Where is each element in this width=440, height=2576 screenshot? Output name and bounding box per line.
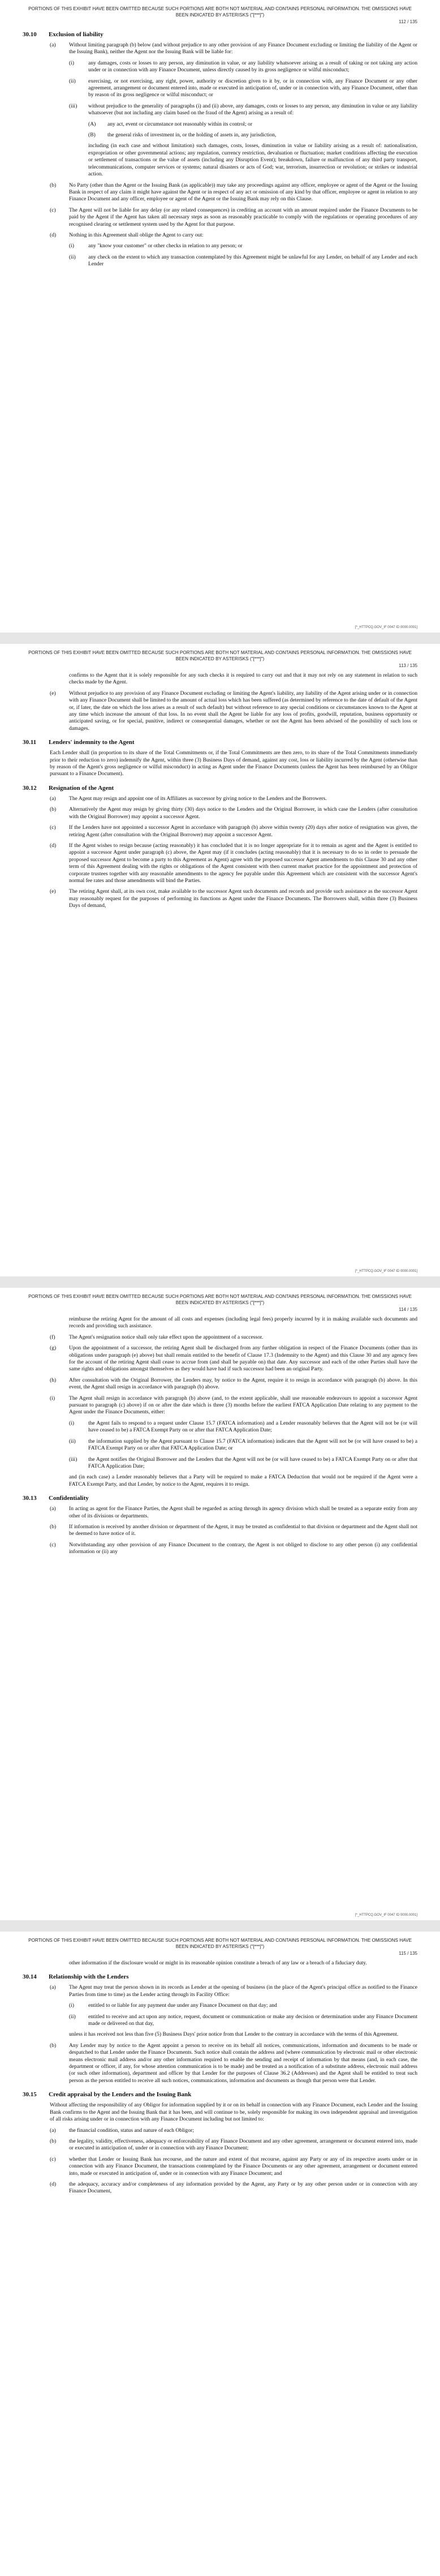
- continuation-text: other information if the disclosure would or might in its reasonable opinion constitute a breach of any law or a breach of a fiduciary duty.: [69, 1960, 367, 1966]
- clause: [23, 42, 417, 56]
- clause-text: The Agent may treat the person shown in its records as Lender at the opening of business (in the place of the Agent's principal office as notified to the Finance Parties from time to time) as the Lender acting through its Facility Office:: [69, 1984, 417, 1998]
- subclause-label: (i): [69, 1420, 75, 1426]
- subclause-text: the Agent fails to respond to a request under Clause 15.7 (FATCA information) and a Lender reasonably believes that the Agent will not be (or will have ceased to be) a FATCA Exempt Party on or after that FATCA Application Date;: [88, 1420, 417, 1434]
- page-footer: [*_HTTPCQ.GOV_IF 0047 ID 0000.0001]: [355, 626, 417, 629]
- clause-text: whether that Lender or Issuing Bank has recourse, and the nature and extent of that recourse, against any Party or any of its respective assets under or in connection with any Finance Document, the transactions contemplated by the Finance Documents or any other agreement, arrangement or document entered into, made or executed in anticipation of, under or in connection with any Finance Document; and: [69, 2156, 417, 2177]
- clause-label: (g): [50, 1345, 57, 1352]
- subclause: [23, 2014, 417, 2028]
- clause-label: (e): [50, 888, 56, 895]
- subclause: [23, 243, 417, 250]
- sub-subclause-text: any act, event or circumstance not reasonably within its control; or: [107, 121, 253, 127]
- clause: [23, 888, 417, 909]
- clause-label: (b): [50, 806, 57, 813]
- clause-label: (d): [50, 2181, 57, 2187]
- subclause-label: (ii): [69, 2013, 76, 2020]
- confidentiality-header: PORTIONS OF THIS EXHIBIT HAVE BEEN OMITTED BECAUSE SUCH PORTIONS ARE BOTH NOT MATERIAL AND CONTAINS PERSONAL INFORMATION. THE OMISSIONS HAVE BEEN INDICATED BY ASTERISKS ("[***]"): [28, 650, 412, 661]
- continuation-text: unless it has received not less than five (5) Business Days' prior notice from that Lender to the contrary in accordance with the terms of this Agreement.: [69, 2031, 399, 2038]
- clause-label: (c): [50, 1541, 56, 1548]
- sub-subclause: [23, 121, 417, 128]
- sub-subclause-label: (B): [88, 132, 96, 139]
- page-footer: [*_HTTPCQ.GOV_IF 0047 ID 0000.0001]: [355, 1270, 417, 1273]
- subclause: [23, 60, 417, 74]
- document-page-4: [0, 1932, 440, 2576]
- section-number: 30.12: [23, 784, 37, 792]
- section-heading: [23, 785, 417, 792]
- clause: [23, 824, 417, 838]
- clause-label: (a): [50, 795, 56, 802]
- section-title: Relationship with the Lenders: [49, 1973, 129, 1981]
- section-number: 30.15: [23, 2091, 37, 2098]
- section-number: 30.11: [23, 739, 37, 746]
- clause-text: If the Lenders have not appointed a successor Agent in accordance with paragraph (b) above within twenty (20) days after notice of resignation was given, the retiring Agent (after consultation with the Original Borrower) may appoint a successor Agent.: [69, 824, 417, 838]
- paragraph: Each Lender shall (in proportion to its share of the Total Commitments or, if the Total Commitments are then zero, to its share of the Total Commitments immediately prior to their reduction to zero) indemnify the Agent, within three (3) Business Days of demand, against any cost, loss or liability incurred by the Agent (otherwise than by reason of the Agent's gross negligence or wilful misconduct) in acting as Agent under the Finance Documents (unless the Agent has been reimbursed by an Obligor pursuant to a Finance Document).: [50, 750, 417, 777]
- clause-label: (i): [50, 1395, 55, 1401]
- clause: [23, 1984, 417, 1998]
- section-heading: [23, 739, 417, 746]
- section-heading: [23, 31, 417, 38]
- subclause-text: the information supplied by the Agent pursuant to Clause 15.7 (FATCA information) indicates that the Agent will not be (or will have ceased to be) a FATCA Exempt Party on or after that FATCA Application Date; or: [88, 1438, 417, 1452]
- section-title: Resignation of the Agent: [49, 784, 114, 792]
- continuation-text: including (in each case and without limitation) such damages, costs, losses, diminution in value or liability arising as a result of: nationalisation, expropriation or other governmental actions; any regulation, currency restriction, devaluation or fluctuation; market conditions affecting the execution or settlement of transactions or the value of assets (including any Disruption Event); breakdown, failure or malfunction of any third party transport, telecommunications, computer services or systems; natural disasters or acts of God; war, terrorism, insurrection or revolution; or strikes or industrial action.: [88, 143, 417, 178]
- subclause-text: any check on the extent to which any transaction contemplated by this Agreement might be unlawful for any Lender, on behalf of any Lender and each Lender: [88, 253, 417, 268]
- clause-text: Any Lender may by notice to the Agent appoint a person to receive on its behalf all notices, communications, information and documents to be made or despatched to that Lender under the Finance Documents. Such notice shall contain the address and (where communication by electronic mail or other electronic means electronic mail address and/or any other information required to enable the sending and receipt of information by that means (and, in each case, the department or officer, if any, for whose attention communication is to be made) and be treated as a notification of a substitute address, electronic mail address (or such other information), department and officer by that Lender for the purposes of Clause 36.2 (Addresses) and the Agent shall be entitled to treat such person as the person entitled to receive all such notices, communications, information and documents as though that person were that Lender.: [69, 2042, 417, 2084]
- clause-label: (e): [50, 690, 56, 696]
- clause-label: (b): [50, 2042, 57, 2049]
- subclause-text: entitled to or liable for any payment due under any Finance Document on that day; and: [88, 2002, 277, 2009]
- clause-text: the adequacy, accuracy and/or completeness of any information provided by the Agent, any Party or by any other person under or in connection with any Finance Document,: [69, 2181, 417, 2195]
- clause: [23, 232, 417, 239]
- page-number: 115 / 135: [399, 1951, 417, 1956]
- clause-text: No Party (other than the Agent or the Issuing Bank (as applicable)) may take any proceedings against any officer, employee or agent of the Agent or the Issuing Bank in respect of any claim it might have against the Agent or in respect of any act or omission of any kind by that officer, employee or agent in relation to any Finance Document and any officer, employee or agent of the Agent or the Issuing Bank may rely on this Clause.: [69, 182, 417, 203]
- clause-text: After consultation with the Original Borrower, the Lenders may, by notice to the Agent, require it to resign in accordance with paragraph (b) above. In this event, the Agent shall resign in accordance with paragraph (b) above.: [69, 1377, 417, 1391]
- continuation-text: reimburse the retiring Agent for the amount of all costs and expenses (including legal fees) properly incurred by it in making available such documents and records and providing such assistance.: [69, 1316, 417, 1330]
- clause: [23, 1377, 417, 1391]
- sub-subclause-text: the general risks of investment in, or the holding of assets in, any jurisdiction,: [107, 132, 277, 139]
- sub-subclause: [23, 132, 417, 139]
- document-page-1: [0, 0, 440, 633]
- clause-label: (d): [50, 231, 57, 238]
- page-number: 114 / 135: [399, 1307, 417, 1312]
- clause-text: In acting as agent for the Finance Parties, the Agent shall be regarded as acting through its agency division which shall be treated as a separate entity from any other of its divisions or departments.: [69, 1506, 417, 1519]
- clause-label: (c): [50, 824, 56, 831]
- clause-text: If information is received by another division or department of the Agent, it may be treated as confidential to that division or department and the Agent shall not be deemed to have notice of it.: [69, 1523, 417, 1537]
- subclause: [23, 2002, 417, 2009]
- subclause-label: (ii): [69, 1438, 76, 1444]
- clause-label: (c): [50, 207, 56, 213]
- clause-text: the financial condition, status and nature of each Obligor;: [69, 2127, 194, 2134]
- subclause-label: (ii): [69, 253, 76, 260]
- clause: [23, 2127, 417, 2134]
- document-page-2: [0, 644, 440, 1276]
- confidentiality-header: PORTIONS OF THIS EXHIBIT HAVE BEEN OMITTED BECAUSE SUCH PORTIONS ARE BOTH NOT MATERIAL AND CONTAINS PERSONAL INFORMATION. THE OMISSIONS HAVE BEEN INDICATED BY ASTERISKS ("[***]"): [28, 1938, 412, 1949]
- clause: [23, 1395, 417, 1416]
- clause-text: Without limiting paragraph (b) below (and without prejudice to any other provision of any Finance Document excluding or limiting the liability of the Agent or the Issuing Bank), neither the Agent nor the Issuing Bank will be liable for:: [69, 42, 417, 55]
- section-title: Credit appraisal by the Lenders and the Issuing Bank: [49, 2091, 192, 2098]
- subclause-text: any "know your customer" or other checks in relation to any person; or: [88, 243, 243, 250]
- clause-label: (a): [50, 42, 56, 48]
- continuation-text: confirms to the Agent that it is solely responsible for any such checks it is required to carry out and that it may not rely on any statement in relation to such checks made by the Agent.: [69, 672, 417, 686]
- clause: [23, 690, 417, 732]
- confidentiality-header: PORTIONS OF THIS EXHIBIT HAVE BEEN OMITTED BECAUSE SUCH PORTIONS ARE BOTH NOT MATERIAL AND CONTAINS PERSONAL INFORMATION. THE OMISSIONS HAVE BEEN INDICATED BY ASTERISKS ("[***]"): [28, 6, 412, 18]
- clause: [23, 182, 417, 203]
- clause: [23, 1345, 417, 1373]
- clause-label: (b): [50, 2138, 57, 2144]
- page-footer: [*_HTTPCQ.GOV_IF 0047 ID 0000.0001]: [355, 1913, 417, 1917]
- subclause-text: entitled to receive and act upon any notice, request, document or communication or make any decision or determination under any Finance Document made or delivered on that day,: [88, 2013, 417, 2027]
- clause: [23, 1524, 417, 1538]
- paragraph: Without affecting the responsibility of any Obligor for information supplied by it or on its behalf in connection with any Finance Document, each Lender and the Issuing Bank confirms to the Agent and the Issuing Bank that it has been, and will continue to be, solely responsible for making its own independent appraisal and investigation of all risks arising under or in connection with any Finance Document including but not limited to:: [50, 2102, 417, 2123]
- subclause: [23, 103, 417, 117]
- section-number: 30.14: [23, 1973, 37, 1981]
- clause-label: (a): [50, 1506, 56, 1512]
- clause-label: (d): [50, 842, 57, 849]
- subclause-label: (i): [69, 59, 75, 66]
- clause-text: The Agent will not be liable for any delay (or any related consequences) in crediting an account with an amount required under the Finance Documents to be paid by the Agent if the Agent has taken all necessary steps as soon as reasonably practicable to comply with the regulations or operating procedures of any recognised clearing or settlement system used by the Agent for that purpose.: [69, 207, 417, 227]
- clause-text: the legality, validity, effectiveness, adequacy or enforceability of any Finance Document and any other agreement, arrangement or document entered into, made or executed in anticipation of, under or in connection with any Finance Document;: [69, 2138, 417, 2152]
- section-heading: [23, 1495, 417, 1502]
- subclause-text: without prejudice to the generality of paragraphs (i) and (ii) above, any damages, costs or losses to any person, any diminution in value or any liability whatsoever (but not including any claim based on the fraud of the Agent) arising as a result of:: [88, 102, 417, 117]
- clause-text: The Agent's resignation notice shall only take effect upon the appointment of a successor.: [69, 1334, 264, 1340]
- continuation-text: and (in each case) a Lender reasonably believes that a Party will be required to make a FATCA Deduction that would not be required if the Agent were a FATCA Exempt Party, and that Lender, by notice to the Agent, requires it to resign.: [69, 1474, 417, 1487]
- clause-label: (h): [50, 1377, 57, 1383]
- subclause-label: (i): [69, 2002, 75, 2009]
- subclause-label: (iii): [69, 102, 77, 109]
- subclause: [23, 1420, 417, 1434]
- subclause-label: (iii): [69, 1456, 77, 1463]
- section-title: Exclusion of liability: [49, 31, 103, 38]
- page-number: 113 / 135: [399, 663, 417, 668]
- clause: [23, 2042, 417, 2084]
- clause-label: (a): [50, 2127, 56, 2134]
- clause-text: Without prejudice to any provision of any Finance Document excluding or limiting the Agent's liability, any liability of the Agent arising under or in connection with any Finance Document shall be limited to the amount of actual loss which has been suffered (as determined by reference to the date of default of the Agent or, if later, the date on which the loss arises as a result of such default) but without reference to any special conditions or circumstances known to the Agent at any time which increase the amount of that loss. In no event shall the Agent be liable for any loss of profits, goodwill, reputation, business opportunity or anticipated saving, or for special, punitive, indirect or consequential damages, whether or not the Agent has been advised of the possibility of such loss or damages.: [69, 690, 417, 732]
- clause: [23, 842, 417, 884]
- subclause: [23, 254, 417, 268]
- subclause: [23, 1456, 417, 1470]
- clause: [23, 806, 417, 820]
- subclause-text: exercising, or not exercising, any right, power, authority or discretion given to it by, or in connection with, any Finance Document or any other agreement, arrangement or document entered into, made or executed in anticipation of, under or in connection with, any Finance Document, other than by reason of its gross negligence or wilful misconduct; or: [88, 78, 417, 98]
- clause-text: The Agent shall resign in accordance with paragraph (b) above (and, to the extent applicable, shall use reasonable endeavours to appoint a successor Agent pursuant to paragraph (c) above) if on or after the date which is three (3) months before the earliest FATCA Application Date relating to any payment to the Agent under the Finance Documents, either:: [69, 1395, 417, 1416]
- clause: [23, 1542, 417, 1556]
- clause-text: Alternatively the Agent may resign by giving thirty (30) days notice to the Lenders and the Original Borrower, in which case the Lenders (after consultation with the Original Borrower) may appoint a successor Agent.: [69, 806, 417, 820]
- clause-label: (c): [50, 2156, 56, 2162]
- clause: [23, 207, 417, 228]
- section-title: Confidentiality: [49, 1495, 89, 1502]
- clause: [23, 795, 417, 802]
- subclause: [23, 1438, 417, 1452]
- subclause: [23, 78, 417, 99]
- document-page-3: [0, 1288, 440, 1920]
- sub-subclause-label: (A): [88, 121, 96, 127]
- clause: [23, 2181, 417, 2195]
- section-number: 30.10: [23, 31, 37, 38]
- section-heading: [23, 2091, 417, 2098]
- clause-label: (f): [50, 1334, 55, 1340]
- clause: [23, 2138, 417, 2152]
- clause: [23, 1334, 417, 1341]
- subclause-label: (i): [69, 243, 75, 250]
- clause-text: Nothing in this Agreement shall oblige the Agent to carry out:: [69, 231, 204, 238]
- clause-text: If the Agent wishes to resign because (acting reasonably) it has concluded that it is no longer appropriate for it to remain as agent and the Agent is entitled to appoint a successor Agent under paragraph (c) above, the Agent may (if it concludes (acting reasonably) that it is necessary to do so in order to persuade the proposed successor Agent to become a party to this Agreement as Agent) agree with the proposed successor Agent amendments to this Clause 30 and any other term of this Agreement dealing with the rights or obligations of the Agent consistent with then current market practice for the appointment and protection of corporate trustees together with any reasonable amendments to the agency fee payable under this Agreement which are consistent with the successor Agent's normal fee rates and those amendments will bind the Parties.: [69, 842, 417, 884]
- clause-text: The Agent may resign and appoint one of its Affiliates as successor by giving notice to the Lenders and the Borrowers.: [69, 795, 327, 802]
- clause: [23, 2156, 417, 2177]
- clause-label: (a): [50, 1984, 56, 1991]
- subclause-text: the Agent notifies the Original Borrower and the Lenders that the Agent will not be (or will have ceased to be) a FATCA Exempt Party on or after that FATCA Application Date;: [88, 1456, 417, 1469]
- clause-text: The retiring Agent shall, at its own cost, make available to the successor Agent such documents and records and provide such assistance as the successor Agent may reasonably request for the purposes of performing its functions as Agent under the Finance Documents. The Borrowers shall, within three (3) Business Days of demand,: [69, 888, 417, 909]
- section-heading: [23, 1973, 417, 1980]
- subclause-text: any damages, costs or losses to any person, any diminution in value, or any liability whatsoever arising as a result of taking or not taking any action under or in connection with any Finance Document, unless directly caused by its gross negligence or wilful misconduct;: [88, 59, 417, 74]
- confidentiality-header: PORTIONS OF THIS EXHIBIT HAVE BEEN OMITTED BECAUSE SUCH PORTIONS ARE BOTH NOT MATERIAL AND CONTAINS PERSONAL INFORMATION. THE OMISSIONS HAVE BEEN INDICATED BY ASTERISKS ("[***]"): [28, 1294, 412, 1305]
- page-number: 112 / 135: [399, 19, 417, 24]
- clause: [23, 1506, 417, 1520]
- clause-label: (b): [50, 1523, 57, 1530]
- subclause-label: (ii): [69, 78, 76, 84]
- section-title: Lenders' indemnity to the Agent: [49, 739, 135, 746]
- clause-label: (b): [50, 182, 57, 188]
- clause-text: Upon the appointment of a successor, the retiring Agent shall be discharged from any further obligation in respect of the Finance Documents (other than its obligations under paragraph (e) above) but shall remain entitled to the benefit of Clause 17.3 (Indemnity to the Agent) and this Clause 30 and any agency fees for the account of the retiring Agent shall cease to accrue from (and shall be payable on) that date. Any successor and each of the other Parties shall have the same rights and obligations amongst themselves as they would have had if such successor had been an original Party.: [69, 1345, 417, 1373]
- section-number: 30.13: [23, 1495, 37, 1502]
- clause-text: Notwithstanding any other provision of any Finance Document to the contrary, the Agent is not obliged to disclose to any other person (i) any confidential information or (ii) any: [69, 1541, 417, 1555]
